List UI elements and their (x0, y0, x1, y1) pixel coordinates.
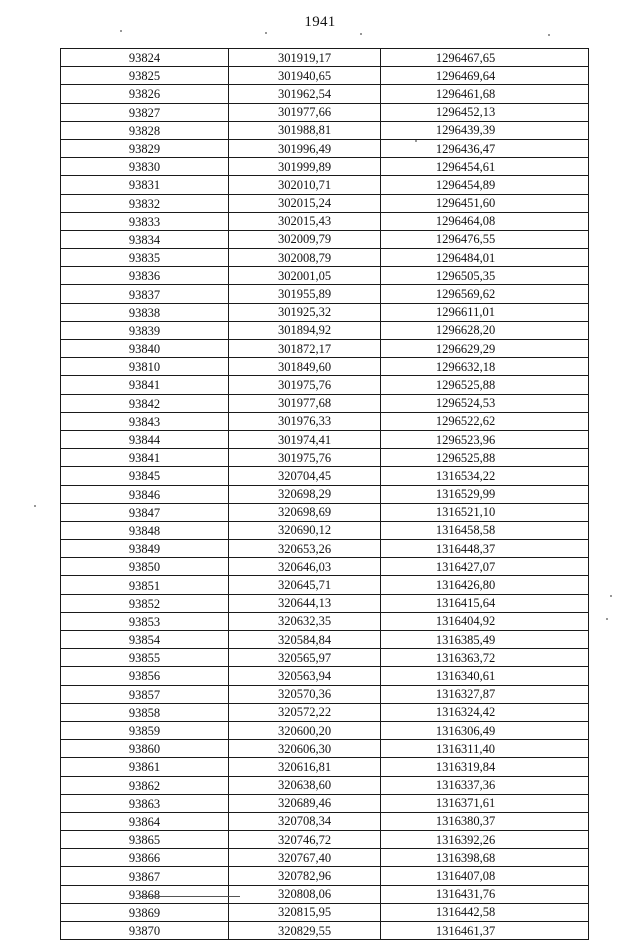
scan-speck (610, 595, 612, 597)
scan-speck (606, 618, 608, 620)
table-row (61, 67, 589, 85)
coordinate-x-cell: 320572,22 (229, 703, 381, 721)
table-row (61, 121, 589, 139)
table-row (61, 85, 589, 103)
table-row (61, 485, 589, 503)
table-row (61, 631, 589, 649)
coordinate-y-cell: 1316415,64 (381, 594, 589, 612)
coordinate-x-cell: 301872,17 (229, 340, 381, 358)
point-number-cell: 93833 (61, 212, 229, 230)
table-row (61, 867, 589, 885)
coordinate-x-cell: 320746,72 (229, 831, 381, 849)
table-row (61, 194, 589, 212)
coordinate-y-cell: 1316392,26 (381, 831, 589, 849)
coordinate-x-cell: 320782,96 (229, 867, 381, 885)
point-number-cell: 93834 (61, 230, 229, 248)
point-number-cell: 93844 (61, 430, 229, 448)
scan-speck (34, 505, 36, 507)
table-row (61, 176, 589, 194)
table-row (61, 376, 589, 394)
coordinate-x-cell: 320616,81 (229, 758, 381, 776)
coordinates-table (60, 48, 589, 940)
point-number-cell: 93827 (61, 103, 229, 121)
coordinate-x-cell: 320708,34 (229, 812, 381, 830)
coordinate-y-cell: 1296467,65 (381, 49, 589, 67)
point-number-cell: 93845 (61, 467, 229, 485)
coordinate-y-cell: 1316427,07 (381, 558, 589, 576)
point-number-cell: 93854 (61, 631, 229, 649)
coordinate-y-cell: 1316442,58 (381, 903, 589, 921)
point-number-cell: 93866 (61, 849, 229, 867)
coordinate-y-cell: 1316327,87 (381, 685, 589, 703)
table-row (61, 685, 589, 703)
table-row (61, 594, 589, 612)
table-row (61, 758, 589, 776)
point-number-cell: 93865 (61, 831, 229, 849)
coordinate-x-cell: 301977,68 (229, 394, 381, 412)
table-row (61, 412, 589, 430)
coordinate-y-cell: 1316407,08 (381, 867, 589, 885)
coordinate-y-cell: 1316319,84 (381, 758, 589, 776)
coordinate-x-cell: 301894,92 (229, 321, 381, 339)
table-row (61, 612, 589, 630)
point-number-cell: 93849 (61, 540, 229, 558)
coordinate-y-cell: 1296522,62 (381, 412, 589, 430)
coordinate-y-cell: 1316534,22 (381, 467, 589, 485)
coordinate-x-cell: 320829,55 (229, 922, 381, 940)
table-row (61, 703, 589, 721)
coordinate-x-cell: 301996,49 (229, 139, 381, 157)
coordinate-y-cell: 1316404,92 (381, 612, 589, 630)
table-row (61, 903, 589, 921)
point-number-cell: 93859 (61, 721, 229, 739)
point-number-cell: 93860 (61, 740, 229, 758)
point-number-cell: 93863 (61, 794, 229, 812)
coordinate-y-cell: 1296629,29 (381, 340, 589, 358)
coordinate-y-cell: 1316363,72 (381, 649, 589, 667)
point-number-cell: 93843 (61, 412, 229, 430)
table-row (61, 794, 589, 812)
coordinate-x-cell: 320767,40 (229, 849, 381, 867)
coordinate-x-cell: 320632,35 (229, 612, 381, 630)
coordinate-x-cell: 302010,71 (229, 176, 381, 194)
coordinate-y-cell: 1296454,61 (381, 158, 589, 176)
point-number-cell: 93837 (61, 285, 229, 303)
coordinate-y-cell: 1316371,61 (381, 794, 589, 812)
table-row (61, 721, 589, 739)
table-row (61, 467, 589, 485)
coordinate-x-cell: 320565,97 (229, 649, 381, 667)
table-row (61, 922, 589, 940)
page-number: 1941 (304, 14, 336, 30)
table-row (61, 812, 589, 830)
coordinate-y-cell: 1316385,49 (381, 631, 589, 649)
coordinate-y-cell: 1296436,47 (381, 139, 589, 157)
coordinate-y-cell: 1316426,80 (381, 576, 589, 594)
coordinate-y-cell: 1296439,39 (381, 121, 589, 139)
coordinate-y-cell: 1296505,35 (381, 267, 589, 285)
coordinate-y-cell: 1296464,08 (381, 212, 589, 230)
table-row (61, 558, 589, 576)
table-row (61, 885, 589, 903)
coordinate-y-cell: 1316337,36 (381, 776, 589, 794)
coordinates-table-body (61, 49, 589, 940)
coordinate-y-cell: 1296611,01 (381, 303, 589, 321)
coordinate-x-cell: 320584,84 (229, 631, 381, 649)
coordinate-x-cell: 301940,65 (229, 67, 381, 85)
coordinate-x-cell: 320690,12 (229, 521, 381, 539)
table-row (61, 576, 589, 594)
table-row (61, 230, 589, 248)
point-number-cell: 93848 (61, 521, 229, 539)
table-row (61, 667, 589, 685)
coordinate-x-cell: 320689,46 (229, 794, 381, 812)
coordinate-x-cell: 302001,05 (229, 267, 381, 285)
point-number-cell: 93850 (61, 558, 229, 576)
point-number-cell: 93831 (61, 176, 229, 194)
table-row (61, 430, 589, 448)
coordinate-y-cell: 1316380,37 (381, 812, 589, 830)
table-row (61, 212, 589, 230)
coordinate-x-cell: 302015,24 (229, 194, 381, 212)
coordinate-y-cell: 1296525,88 (381, 449, 589, 467)
table-row (61, 139, 589, 157)
coordinate-x-cell: 301988,81 (229, 121, 381, 139)
point-number-cell: 93840 (61, 340, 229, 358)
coordinate-y-cell: 1296476,55 (381, 230, 589, 248)
coordinate-y-cell: 1296632,18 (381, 358, 589, 376)
coordinate-y-cell: 1316340,61 (381, 667, 589, 685)
table-row (61, 540, 589, 558)
coordinate-x-cell: 301975,76 (229, 449, 381, 467)
coordinate-x-cell: 301925,32 (229, 303, 381, 321)
table-row (61, 49, 589, 67)
point-number-cell: 93869 (61, 903, 229, 921)
table-row (61, 503, 589, 521)
point-number-cell: 93841 (61, 376, 229, 394)
table-row (61, 831, 589, 849)
point-number-cell: 93832 (61, 194, 229, 212)
coordinate-x-cell: 301974,41 (229, 430, 381, 448)
coordinate-y-cell: 1316461,37 (381, 922, 589, 940)
point-number-cell: 93810 (61, 358, 229, 376)
point-number-cell: 93841 (61, 449, 229, 467)
table-row (61, 303, 589, 321)
scan-speck (120, 30, 122, 32)
coordinate-y-cell: 1296469,64 (381, 67, 589, 85)
table-row (61, 340, 589, 358)
table-row (61, 849, 589, 867)
table-row (61, 267, 589, 285)
coordinate-y-cell: 1296454,89 (381, 176, 589, 194)
coordinate-y-cell: 1316398,68 (381, 849, 589, 867)
coordinate-x-cell: 301919,17 (229, 49, 381, 67)
point-number-cell: 93828 (61, 121, 229, 139)
table-row (61, 285, 589, 303)
coordinate-y-cell: 1316431,76 (381, 885, 589, 903)
coordinate-x-cell: 302008,79 (229, 249, 381, 267)
coordinate-y-cell: 1296461,68 (381, 85, 589, 103)
coordinate-y-cell: 1296525,88 (381, 376, 589, 394)
point-number-cell: 93852 (61, 594, 229, 612)
point-number-cell: 93862 (61, 776, 229, 794)
table-row (61, 249, 589, 267)
coordinate-x-cell: 320645,71 (229, 576, 381, 594)
scan-speck (360, 33, 362, 35)
point-number-cell: 93838 (61, 303, 229, 321)
coordinate-x-cell: 320704,45 (229, 467, 381, 485)
table-row (61, 521, 589, 539)
point-number-cell: 93870 (61, 922, 229, 940)
coordinate-x-cell: 320698,69 (229, 503, 381, 521)
point-number-cell: 93851 (61, 576, 229, 594)
point-number-cell: 93867 (61, 867, 229, 885)
coordinate-y-cell: 1296484,01 (381, 249, 589, 267)
table-row (61, 740, 589, 758)
point-number-cell: 93861 (61, 758, 229, 776)
coordinate-x-cell: 301955,89 (229, 285, 381, 303)
scan-speck (415, 140, 417, 142)
coordinate-x-cell: 320606,30 (229, 740, 381, 758)
table-row (61, 158, 589, 176)
coordinate-y-cell: 1316521,10 (381, 503, 589, 521)
bottom-rule (140, 896, 240, 897)
coordinate-y-cell: 1296452,13 (381, 103, 589, 121)
coordinate-y-cell: 1316311,40 (381, 740, 589, 758)
coordinate-x-cell: 320815,95 (229, 903, 381, 921)
table-row (61, 103, 589, 121)
coordinate-y-cell: 1316306,49 (381, 721, 589, 739)
point-number-cell: 93835 (61, 249, 229, 267)
coordinate-x-cell: 320563,94 (229, 667, 381, 685)
point-number-cell: 93855 (61, 649, 229, 667)
table-row (61, 358, 589, 376)
point-number-cell: 93839 (61, 321, 229, 339)
scan-speck (548, 34, 550, 36)
coordinate-x-cell: 320698,29 (229, 485, 381, 503)
point-number-cell: 93868 (61, 885, 229, 903)
point-number-cell: 93857 (61, 685, 229, 703)
coordinate-x-cell: 302015,43 (229, 212, 381, 230)
coordinate-x-cell: 301977,66 (229, 103, 381, 121)
point-number-cell: 93842 (61, 394, 229, 412)
coordinate-x-cell: 320653,26 (229, 540, 381, 558)
point-number-cell: 93824 (61, 49, 229, 67)
coordinate-x-cell: 301975,76 (229, 376, 381, 394)
table-row (61, 321, 589, 339)
point-number-cell: 93847 (61, 503, 229, 521)
coordinate-x-cell: 301849,60 (229, 358, 381, 376)
table-row (61, 449, 589, 467)
coordinate-x-cell: 320646,03 (229, 558, 381, 576)
point-number-cell: 93846 (61, 485, 229, 503)
coordinate-x-cell: 320638,60 (229, 776, 381, 794)
point-number-cell: 93830 (61, 158, 229, 176)
point-number-cell: 93829 (61, 139, 229, 157)
coordinate-y-cell: 1316448,37 (381, 540, 589, 558)
coordinate-x-cell: 301976,33 (229, 412, 381, 430)
coordinate-x-cell: 301962,54 (229, 85, 381, 103)
point-number-cell: 93864 (61, 812, 229, 830)
table-row (61, 394, 589, 412)
coordinate-y-cell: 1316529,99 (381, 485, 589, 503)
coordinate-y-cell: 1296523,96 (381, 430, 589, 448)
coordinate-x-cell: 320808,06 (229, 885, 381, 903)
coordinate-y-cell: 1316324,42 (381, 703, 589, 721)
coordinate-x-cell: 320600,20 (229, 721, 381, 739)
coordinate-x-cell: 302009,79 (229, 230, 381, 248)
coordinate-y-cell: 1296628,20 (381, 321, 589, 339)
point-number-cell: 93825 (61, 67, 229, 85)
coordinate-y-cell: 1296569,62 (381, 285, 589, 303)
coordinate-y-cell: 1296451,60 (381, 194, 589, 212)
table-row (61, 776, 589, 794)
scan-speck (265, 32, 267, 34)
point-number-cell: 93826 (61, 85, 229, 103)
coordinate-x-cell: 320570,36 (229, 685, 381, 703)
point-number-cell: 93856 (61, 667, 229, 685)
point-number-cell: 93853 (61, 612, 229, 630)
coordinate-x-cell: 301999,89 (229, 158, 381, 176)
table-row (61, 649, 589, 667)
coordinate-y-cell: 1296524,53 (381, 394, 589, 412)
coordinate-x-cell: 320644,13 (229, 594, 381, 612)
coordinate-y-cell: 1316458,58 (381, 521, 589, 539)
point-number-cell: 93836 (61, 267, 229, 285)
point-number-cell: 93858 (61, 703, 229, 721)
